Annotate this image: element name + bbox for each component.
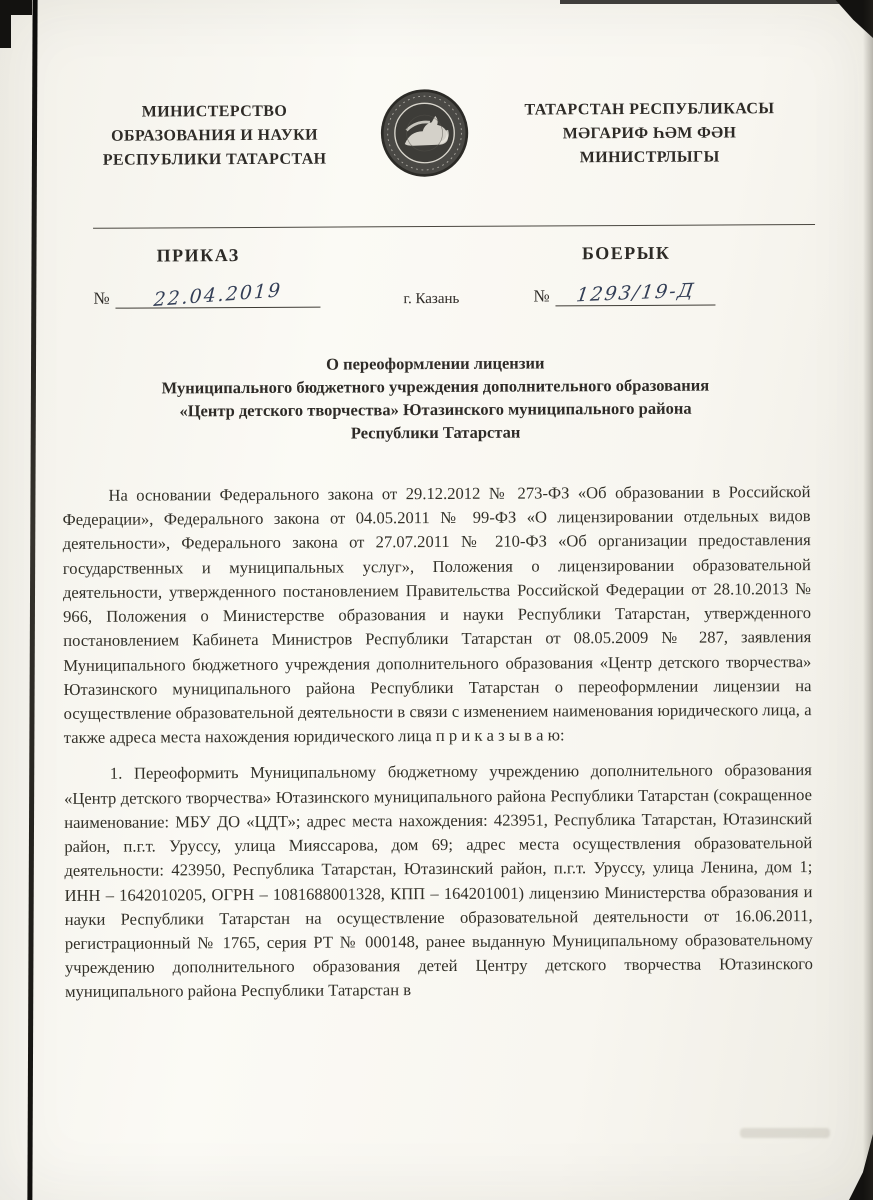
letterhead: [69, 90, 809, 180]
handwritten-date: 22.04.2019: [153, 279, 284, 312]
body-paragraph-preamble: На основании Федерального закона от 29.12.2012 № 273-ФЗ «Об образовании в Российской Федерации», Федерального закона от 04.05.2011 № 99-ФЗ «О лицензировании отдельных видов деятельности», Федерального закона от 27.07.2011 № 210-ФЗ «Об организации предоставления государственных и муниципальных услуг», Положения о лицензировании образовательной деятельности, утвержденного постановлением Правительства Российской Федерации от 28.10.2013 № 966, Положения о Министерстве образования и науки Республики Татарстан, утвержденного постановлением Кабинета Министров Республики Татарстан от 08.05.2009 № 287, заявления Муниципального бюджетного учреждения дополнительного образования «Центр детского творчества» Ютазинского муниципального района Республики Татарстан о переоформлении лицензии на осуществление образовательной деятельности в связи с изменением наименования юридического лица, а также адреса места нахождения юридического лица п р и к а з ы в а ю:: [62, 482, 812, 748]
order-heading-tatar: БОЕРЫК: [581, 242, 671, 264]
order-body: [62, 480, 813, 1005]
order-heading-russian: ПРИКАЗ: [156, 245, 240, 266]
body-paragraph-item-1: 1. Переоформить Муниципальному бюджетному учреждению дополнительного образования «Центр детского творчества» Ютазинского муниципального района Республики Татарстан (сокращенное наименование: МБУ ДО «ЦДТ»; адрес места нахождения: 423951, Республика Татарстан, Ютазинский район, п.г.т. Уруссу, улица Мияссарова, дом 69; адрес места осуществления образовательной деятельности: 423950, Республика Татарстан, Ютазинский район, п.г.т. Уруссу, улица Ленина, дом 1; ИНН – 1642010205, ОГРН – 1081688001328, КПП – 164201001) лицензию Министерства образования и науки Республики Татарстан на осуществление образовательной деятельности от 16.06.2011, регистрационный № 1765, серия РТ № 000148, ранее выданную Муниципальному образовательному учреждению дополнительного образования детей Центру детского творчества Ютазинского муниципального района Республики Татарстан в: [63, 760, 813, 1002]
order-number-line: [533, 279, 715, 307]
number-sign-right: №: [533, 286, 550, 306]
order-date-underline: [116, 279, 321, 312]
tatarstan-coat-of-arms-icon: [379, 88, 469, 178]
letterhead-divider: [93, 224, 815, 229]
order-date-line: [93, 279, 320, 312]
ministry-name-tatar: ТАТАРСТАН РЕСПУБЛИКАСЫ МӘГАРИФ ҺӘМ ФӘН МИНИСТРЛЫГЫ: [524, 100, 775, 167]
order-number-underline: [556, 279, 716, 307]
ministry-name-russian: МИНИСТЕРСТВО ОБРАЗОВАНИЯ И НАУКИ РЕСПУБЛИКИ ТАТАРСТАН: [102, 102, 327, 169]
number-sign-left: №: [93, 288, 110, 308]
order-place: г. Казань: [403, 290, 460, 308]
handwritten-number: 1293/19-Д: [574, 279, 697, 307]
order-subject-title: О переоформлении лицензии Муниципального бюджетного учреждения дополнительного образования «Центр детского творчества» Ютазинского муниципального района Республики Татарстан: [161, 353, 710, 443]
